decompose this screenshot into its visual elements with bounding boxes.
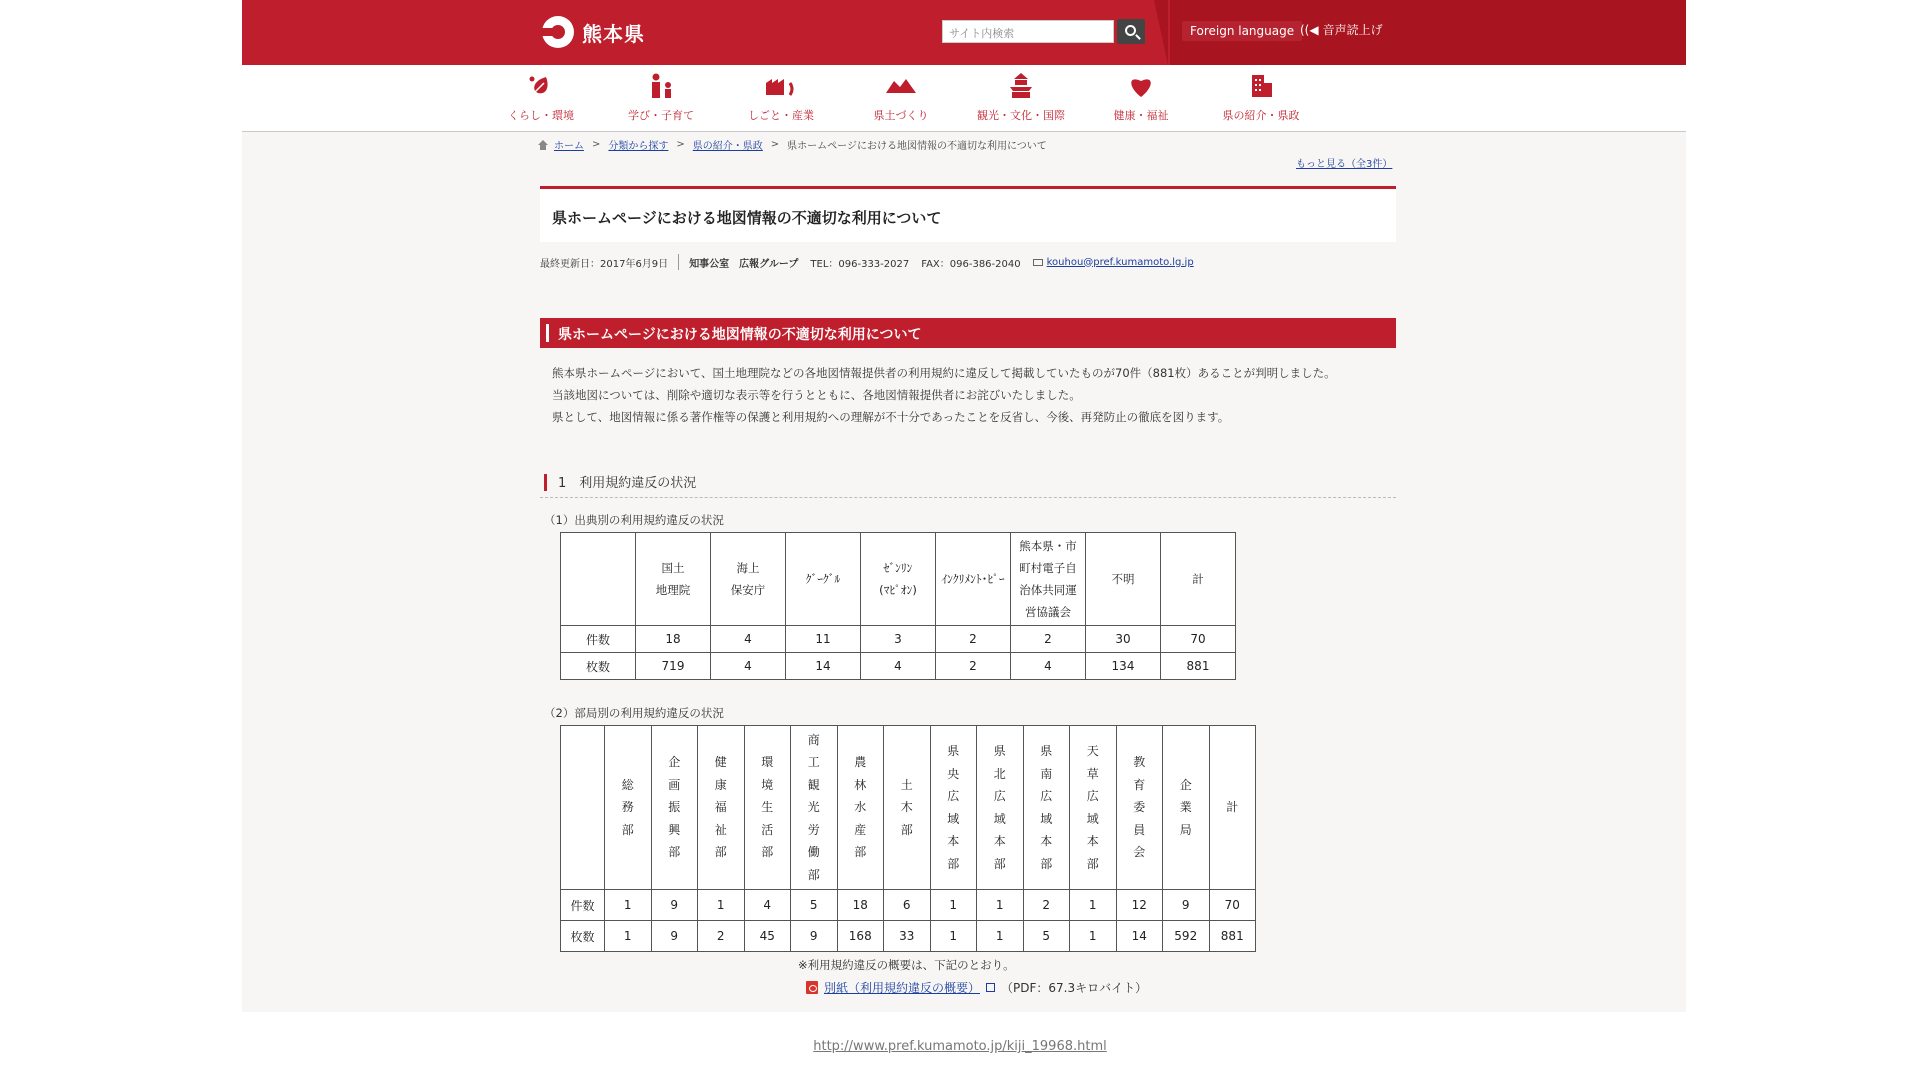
table-header-cell: 国土 地理院 (636, 533, 711, 626)
table-cell: 18 (837, 890, 884, 921)
home-icon (538, 140, 548, 150)
search-input[interactable]: サイト内検索 (942, 20, 1114, 43)
table-cell: 1 (698, 890, 745, 921)
vertical-header-text: 教育委員会 (1133, 755, 1146, 860)
vertical-header-text: 企画振興部 (668, 755, 681, 860)
subsection-heading: 1 利用規約違反の状況 (540, 472, 1396, 498)
table-header-cell: 不明 (1086, 533, 1161, 626)
building-icon (1244, 73, 1278, 99)
nav-item-prefecture[interactable] (1211, 73, 1311, 123)
nav-label: くらし・環境 (508, 109, 574, 122)
site-logo[interactable] (542, 16, 645, 48)
table-cell: 134 (1086, 653, 1161, 680)
table-header-cell (1163, 726, 1210, 890)
table-cell: 1 (930, 921, 977, 952)
vertical-header-text: 農林水産部 (854, 755, 867, 860)
heart-icon (1124, 73, 1158, 99)
breadcrumb-separator: > (592, 139, 601, 150)
table-header-cell (1070, 726, 1117, 890)
table-row (561, 921, 1256, 952)
note: ※利用規約違反の概要は、下記のとおり。 (798, 958, 1015, 972)
vertical-header-text: 県北広域本部 (993, 744, 1006, 871)
nav-label: 県の紹介・県政 (1222, 109, 1300, 122)
article (540, 186, 1396, 270)
table-header-cell (930, 726, 977, 890)
table-corner-cell (561, 726, 605, 890)
web-page (242, 0, 1686, 1012)
table-header-cell: ｾﾞﾝﾘﾝ (ﾏﾋﾟｵﾝ) (861, 533, 936, 626)
meta-divider (678, 254, 679, 270)
table-cell: 2 (1023, 890, 1070, 921)
table-cell: 6 (884, 890, 931, 921)
table-cell: 11 (786, 626, 861, 653)
kumamoto-logo-icon (542, 16, 574, 48)
row-label: 件数 (561, 626, 636, 653)
nav-item-health[interactable] (1091, 73, 1191, 123)
table-header-cell (791, 726, 838, 890)
search-button[interactable] (1117, 19, 1145, 44)
table-header-cell: 熊本県・市 町村電子自 治体共同運 営協議会 (1011, 533, 1086, 626)
page-title: 県ホームページにおける地図情報の不適切な利用について (540, 186, 1396, 242)
table-cell: 9 (791, 921, 838, 952)
table-corner-cell (561, 533, 636, 626)
row-label: 枚数 (561, 921, 605, 952)
breadcrumb-prefecture[interactable]: 県の紹介・県政 (692, 141, 763, 152)
voice-label: 音声読上げ (1322, 23, 1383, 37)
table-cell: 1 (1070, 890, 1117, 921)
fax: FAX：096-386-2040 (921, 258, 1021, 270)
factory-icon (764, 73, 798, 99)
source-violation-table (560, 532, 1236, 680)
table-header-cell (837, 726, 884, 890)
nav-label: 観光・文化・国際 (977, 109, 1065, 122)
table-header-cell (1023, 726, 1070, 890)
nav-label: 県土づくり (873, 109, 929, 122)
table-cell: 45 (744, 921, 791, 952)
table-cell: 14 (786, 653, 861, 680)
table-row (561, 890, 1256, 921)
global-nav (242, 65, 1686, 132)
more-link[interactable]: もっと見る（全3件） (1296, 159, 1393, 170)
breadcrumb-separator: > (770, 139, 780, 150)
table-cell: 1 (1070, 921, 1117, 952)
row-label: 枚数 (561, 653, 636, 680)
table-cell: 4 (711, 653, 786, 680)
table-cell: 2 (1011, 626, 1086, 653)
vertical-header-text: 環境生活部 (761, 755, 774, 860)
external-window-icon (986, 983, 995, 992)
table-cell: 4 (861, 653, 936, 680)
pdf-link[interactable]: 別紙（利用規約違反の概要） (824, 981, 981, 995)
paragraph: 当該地図については、削除や適切な表示等を行うとともに、各地図情報提供者にお詫びいたしました。 (552, 388, 1081, 402)
breadcrumb-current: 県ホームページにおける地図情報の不適切な利用について (787, 141, 1047, 152)
table-header-cell (744, 726, 791, 890)
table-cell: 4 (1011, 653, 1086, 680)
breadcrumb (538, 137, 1047, 152)
search-icon (1125, 25, 1136, 36)
table1-caption: （1）出典別の利用規約違反の状況 (544, 513, 724, 527)
table-cell: 4 (744, 890, 791, 921)
table-cell: 719 (636, 653, 711, 680)
table-cell: 18 (636, 626, 711, 653)
pdf-size: （PDF：67.3キロバイト） (1001, 981, 1148, 995)
table-header-cell (605, 726, 652, 890)
table-header-cell (1209, 726, 1256, 890)
vertical-header-text: 県央広域本部 (947, 744, 960, 871)
table-row (561, 653, 1236, 680)
nav-item-work[interactable] (731, 73, 831, 123)
table-header-cell: ｲﾝｸﾘﾒﾝﾄ･ﾋﾟｰ (936, 533, 1011, 626)
table-row (561, 626, 1236, 653)
table-cell: 5 (1023, 921, 1070, 952)
nav-item-learning[interactable] (611, 73, 711, 123)
table-cell: 1 (977, 890, 1024, 921)
table-cell: 12 (1116, 890, 1163, 921)
header-divider (1154, 0, 1168, 65)
pdf-icon (806, 981, 818, 994)
vertical-header-text: 計 (1226, 800, 1239, 815)
paragraph: 熊本県ホームページにおいて、国土地理院などの各地図情報提供者の利用規約に違反して掲載していたものが70件（881枚）あることが判明しました。 (552, 366, 1336, 380)
last-updated: 最終更新日：2017年6月9日 (540, 258, 669, 270)
table-header-cell (651, 726, 698, 890)
nav-item-living[interactable] (491, 73, 591, 123)
table-header-cell: 海上 保安庁 (711, 533, 786, 626)
table-cell: 3 (861, 626, 936, 653)
table-header-cell: 計 (1161, 533, 1236, 626)
section-heading: 県ホームページにおける地図情報の不適切な利用について (540, 318, 1396, 348)
nav-item-tourism[interactable] (971, 73, 1071, 123)
department: 知事公室 広報グループ (689, 258, 799, 270)
table-cell: 14 (1116, 921, 1163, 952)
pdf-attachment (806, 979, 1147, 996)
table2-caption: （2）部局別の利用規約違反の状況 (544, 706, 724, 720)
table-header-cell (1116, 726, 1163, 890)
department-violation-table (560, 725, 1256, 952)
source-url-caption (0, 1039, 1920, 1054)
table-cell: 9 (1163, 890, 1210, 921)
table-cell: 592 (1163, 921, 1210, 952)
table-cell: 30 (1086, 626, 1161, 653)
logo-text: 熊本県 (582, 21, 645, 46)
table-cell: 4 (711, 626, 786, 653)
table-cell: 1 (605, 921, 652, 952)
source-url-link[interactable]: http://www.pref.kumamoto.jp/kiji_19968.html (813, 1039, 1107, 1054)
body-text (540, 362, 1396, 428)
speaker-icon: ((◀ (1300, 22, 1319, 37)
nav-label: 学び・子育て (628, 109, 694, 122)
breadcrumb-category[interactable]: 分類から探す (608, 141, 669, 152)
table-cell: 1 (605, 890, 652, 921)
table-header-cell (884, 726, 931, 890)
leaf-icon (524, 73, 558, 99)
email-link[interactable]: kouhou@pref.kumamoto.lg.jp (1046, 256, 1194, 268)
table-cell: 33 (884, 921, 931, 952)
vertical-header-text: 商工観光労働部 (807, 732, 820, 882)
paragraph: 県として、地図情報に係る著作権等の保護と利用規約への理解が不十分であったことを反省し、今後、再発防止の徹底を図ります。 (552, 410, 1230, 424)
vertical-header-text: 企業局 (1179, 777, 1192, 837)
foreign-language-button[interactable]: Foreign language (1182, 21, 1302, 41)
table-cell: 70 (1161, 626, 1236, 653)
vertical-header-text: 天草広域本部 (1086, 744, 1099, 871)
table-cell: 2 (936, 653, 1011, 680)
table-header-cell (977, 726, 1024, 890)
nav-label: 健康・福祉 (1113, 109, 1169, 122)
table-cell: 70 (1209, 890, 1256, 921)
castle-icon (1004, 73, 1038, 99)
breadcrumb-separator: > (676, 139, 685, 150)
mail-icon (1033, 259, 1043, 266)
table-cell: 881 (1161, 653, 1236, 680)
nav-item-land[interactable] (851, 73, 951, 123)
nav-label: しごと・産業 (748, 109, 814, 122)
table-cell: 9 (651, 921, 698, 952)
vertical-header-text: 県南広域本部 (1040, 744, 1053, 871)
table-header-cell (698, 726, 745, 890)
table-cell: 5 (791, 890, 838, 921)
vertical-header-text: 健康福祉部 (714, 755, 727, 860)
row-label: 件数 (561, 890, 605, 921)
parent-child-icon (644, 73, 678, 99)
phone: TEL：096-333-2027 (810, 258, 910, 270)
vertical-header-text: 土木部 (900, 777, 913, 837)
table-cell: 881 (1209, 921, 1256, 952)
table-cell: 168 (837, 921, 884, 952)
site-header (242, 0, 1686, 65)
table-cell: 2 (698, 921, 745, 952)
table-cell: 1 (930, 890, 977, 921)
vertical-header-text: 総務部 (621, 777, 634, 837)
table-cell: 9 (651, 890, 698, 921)
article-meta (540, 254, 1396, 270)
table-cell: 2 (936, 626, 1011, 653)
voice-reading-button[interactable] (1300, 21, 1383, 38)
mountain-icon (884, 73, 918, 99)
table-header-cell: ｸﾞｰｸﾞﾙ (786, 533, 861, 626)
breadcrumb-home[interactable]: ホーム (554, 141, 584, 152)
table-cell: 1 (977, 921, 1024, 952)
